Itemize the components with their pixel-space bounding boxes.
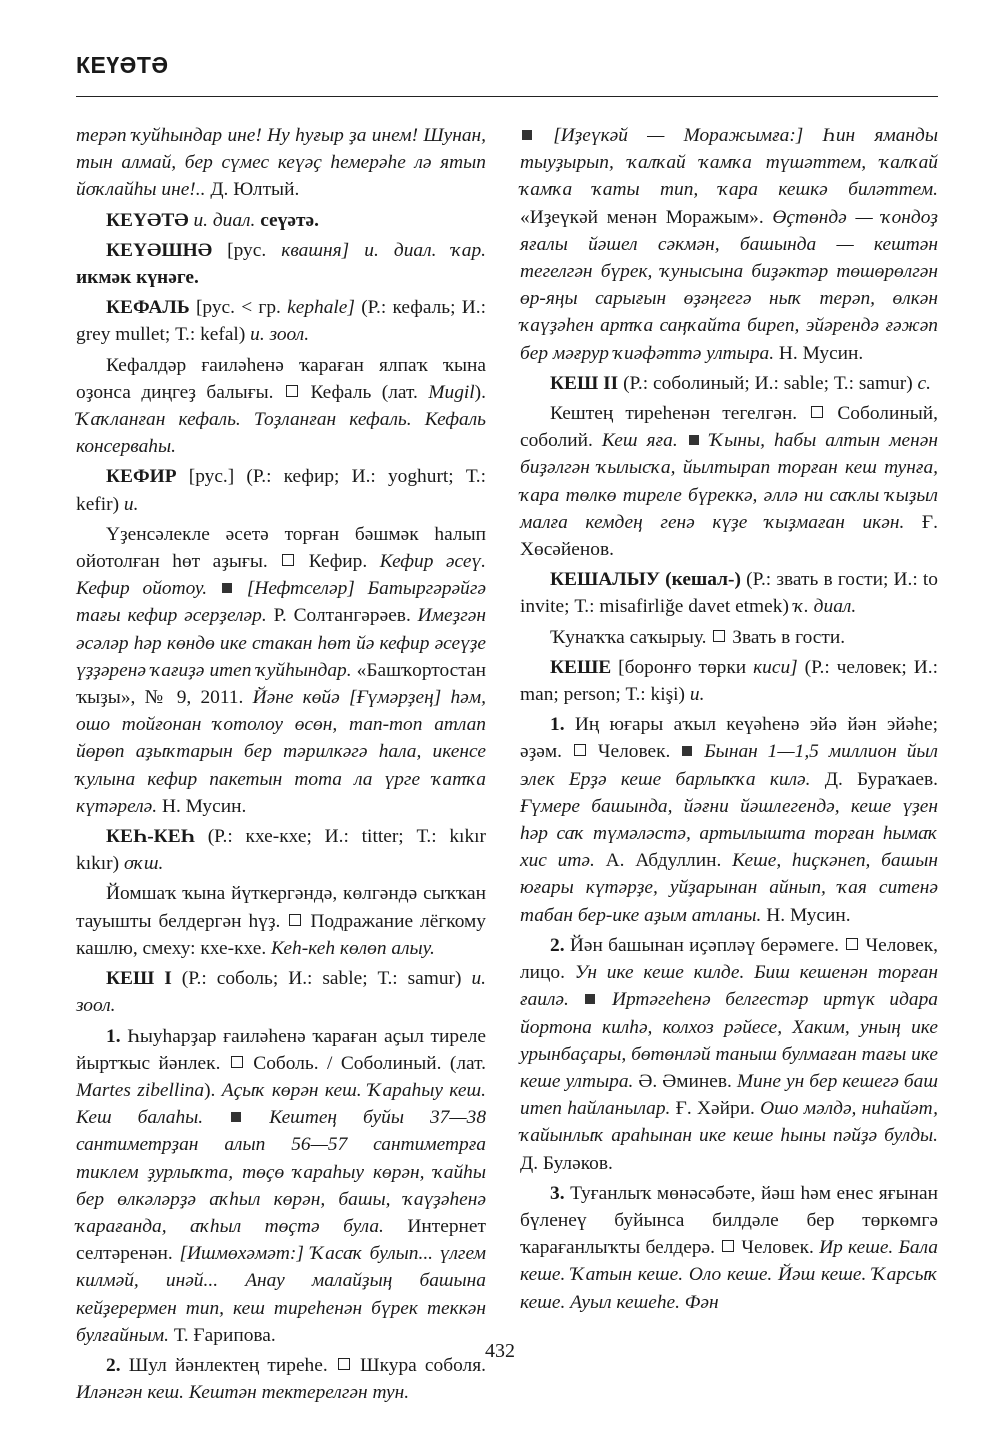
- entry-keshalyu: КЕШАЛЫУ (кешал-) (Р.: звать в гости; И.: to invite; Т.: misafirliğe davet etmek) ҡ. диал.: [520, 569, 938, 618]
- right-column: [520, 122, 938, 1319]
- definition: Ҡунаҡҡа саҡырыу. Звать в гости.: [550, 626, 846, 648]
- entry-keh-keh: КЕҺ-КЕҺ (Р.: кхе-кхе; И.: titter; Т.: kıkır kıkır) оҡш.: [76, 826, 486, 875]
- entry-keueshne: КЕҮӘШНӘ [рус. квашня] и. диал. ҡар. икмәк күнәге.: [76, 239, 486, 289]
- filled-square-marker-icon: [522, 130, 532, 140]
- headword: КЕШ I: [106, 968, 172, 990]
- headword: КЕШ II: [550, 372, 619, 394]
- entry-kefir: КЕФИР [рус.] (Р.: кефир; И.: yoghurt; Т.: kefir) и.: [76, 466, 486, 515]
- quote-continuation: [Иҙеүкәй — Моражымға:] Һин яманды тыуҙырып, ҡалҡай ҡамҡа түшәттем, ҡалҡай ҡамҡа ҡаты тип, ҡара кешкә биләттем. «Иҙеүкәй менән Моражым». Өҫтөндә — ҡондоҙ яғалы йәшел сәкмән, башында — кештән тегелгән бүрек, ҡунысына биҙәктәр төшөрөлгән өр-яңы сарығын өҙәңгегә ныҡ терәп, өлкән ҡаүҙәһен артҡа саңҡайта биреп, эйәрендә ғәжәп бер мәғрур ҡиәфәттә ултыра. Н. Мусин.: [520, 125, 938, 364]
- filled-square-marker-icon: [682, 746, 692, 756]
- left-column: [76, 122, 486, 1409]
- square-marker-icon: [574, 744, 586, 756]
- sense-2: 2. Шул йәнлектең тиреһе. Шкура соболя. Иләнгән кеш. Кештән тектерелгән тун.: [76, 1354, 486, 1404]
- headword: КЕҮӘТӘ: [106, 209, 189, 231]
- entry-keuete: КЕҮӘТӘ и. диал. сеүәтә.: [106, 209, 319, 231]
- sense-3: 3. Туғанлыҡ мөнәсәбәте, йәш һәм енес яғынан бүленеү буйынса билдәле бер төркөмгә ҡарағанлыҡты белдерә. Человек. Ир кеше. Бала кеше. Ҡатын кеше. Оло кеше. Йәш кеше. Ҡарсыҡ кеше. Ауыл кешеһе. Фән: [520, 1182, 938, 1313]
- definition: Кефалдәр ғаиләһенә ҡараған ялпаҡ ҡына оҙонса диңгеҙ балығы. Кефаль (лат. Mugil). Ҡаҡланған кефаль. Тоҙланған кефаль. Кефаль консерваһы.: [76, 354, 486, 458]
- sense-2: 2. Йән башынан иҫәпләү берәмеге. Человек, лицо. Ун ике кеше килде. Биш кешенән торған ғаилә. Иртәгеһенә белгестәр иртүк идара йортона килһә, колхоз рәйесе, Хаким, уның ике урынбаҫары, бөтөнләй таныш булмаған тағы ике кеше ултыра. Ә. Әминев. Мине ун бер кешегә баш итеп һайланылар. Ғ. Хәйри. Ошо мәлдә, ниһайәт, ҡайынлыҡ араһынан ике кеше һыны пәйҙә булды. Д. Буләков.: [520, 934, 938, 1174]
- headword: КЕҺ-КЕҺ: [106, 826, 195, 848]
- filled-square-marker-icon: [222, 583, 232, 593]
- square-marker-icon: [286, 385, 298, 397]
- square-marker-icon: [231, 1056, 243, 1068]
- entry-kefal: КЕФАЛЬ [рус. < гр. kephale] (Р.: кефаль; И.: grey mullet; Т.: kefal) и. зоол.: [76, 297, 486, 346]
- filled-square-marker-icon: [231, 1112, 241, 1122]
- page-number: 432: [485, 1340, 515, 1362]
- square-marker-icon: [282, 554, 294, 566]
- filled-square-marker-icon: [585, 994, 595, 1004]
- square-marker-icon: [289, 914, 301, 926]
- entry-keshe: КЕШЕ [боронғо төрки киси] (Р.: человек; И.: man; person; Т.: kişi) и.: [520, 656, 938, 706]
- definition: Үҙенсәлекле әсетә торған бәшмәк һалып ойотолған һөт аҙығы. Кефир. Кефир әсеү. Кефир ойотоу. [Нефтселәр] Батыргәрәйгә тағы кефир әсерҙеләр. Р. Солтангәрәев. Имеҙгән әсәләр һәр көндө ике стакан һөт йә кефир әсеүҙе үҙҙәренә ҡағиҙә итеп ҡуйһындар. «Башҡортостан ҡыҙы», № 9, 2011. Йәне көйә [Ғүмәрҙең] һәм, ошо тойғонан ҡотолоу өсөн, тап-топ атлап йөрөп аҙыҡтарын бер тәрилкәгә һала, икенсе ҡулына кефир пакетын тота ла үрге ҡатҡа күтәрелә. Н. Мусин.: [76, 523, 487, 817]
- square-marker-icon: [713, 630, 725, 642]
- entry-kesh-2: КЕШ II (Р.: соболиный; И.: sable; Т.: samur) с.: [550, 372, 931, 394]
- definition: Кештең тиреһенән тегелгән. Соболиный, соболий. Кеш яға. Ҡыны, һабы алтын менән биҙәлгән ҡылысҡа, йылтырап торған кеш тунға, ҡара төлкө тиреле бүреккә, әллә ни саҡлы ҡыҙыл малға кемдең генә күҙе ҡыҙмаған икән. Ғ. Хөсәйенов.: [520, 403, 938, 561]
- headword: КЕФИР: [106, 466, 177, 488]
- square-marker-icon: [811, 406, 823, 418]
- headword: КЕШАЛЫУ (кешал-): [550, 569, 741, 591]
- sense-1: 1. Һыуһарҙар ғаиләһенә ҡараған аҫыл тиреле йыртҡыс йәнлек. Соболь. / Соболиный. (лат. Martes zibellina). Аҫыҡ көрән кеш. Ҡараһыу кеш. Кеш балаһы. Кештең буйы 37—38 сантиметрҙан алып 56—57 сантиметрға тиклем ҙурлыҡта, төҫө ҡараһыу көрән, ҡайһы бер өлкәләрҙә аҡһыл көрән, башы, ҡаүҙәһенә ҡарағанда, аҡһыл төҫтә була. Интернет селтәренән. [Ишмөхәмәт:] Ҡасаҡ булып... үлгем килмәй, инәй... Анау малайҙың башына кейҙерермен тип, кеш тиреһенән бүрек теккән булғайным. Т. Ғарипова.: [76, 1025, 487, 1346]
- header-title: КЕҮӘТӘ: [76, 52, 169, 78]
- running-header: [76, 52, 938, 97]
- headword: КЕШЕ: [550, 656, 612, 678]
- headword: КЕҮӘШНӘ: [106, 239, 213, 261]
- headword: КЕФАЛЬ: [106, 297, 190, 319]
- square-marker-icon: [846, 938, 858, 950]
- definition: Йомшаҡ ҡына йүткергәндә, көлгәндә сыҡҡан тауышты белдергән һүҙ. Подражание лёгкому кашлю, смеху: кхе-кхе. Кеһ-кеһ көлөп алыу.: [76, 883, 486, 959]
- sense-1: 1. Иң юғары аҡыл кеүәһенә эйә йән эйәһе; әҙәм. Человек. Бынан 1—1,5 миллион йыл элек Ерҙә кеше барлыҡҡа килә. Д. Бураҡаев. Ғүмере башында, йәғни йәшлегендә, кеше үҙен һәр саҡ түмәләстә, артылыштa торған һымаҡ хис итә. А. Абдуллин. Кеше, һиҫкәнеп, башын юғары күтәрҙе, уйҙарынан айнып, ҡая ситенә табан бер-ике аҙым атланы. Н. Мусин.: [520, 714, 938, 926]
- square-marker-icon: [722, 1240, 734, 1252]
- quote-continuation: терәп ҡуйһындар ине! Ну һуғыр ҙа инем! Шунан, тын алмай, бер сүмес кеүәҫ һемерәһе лә ятып йоҡлайһы ине!.. Д. Юлтый.: [76, 125, 486, 201]
- filled-square-marker-icon: [689, 435, 699, 445]
- entry-kesh-1: КЕШ I (Р.: соболь; И.: sable; Т.: samur) и. зоол.: [76, 968, 486, 1017]
